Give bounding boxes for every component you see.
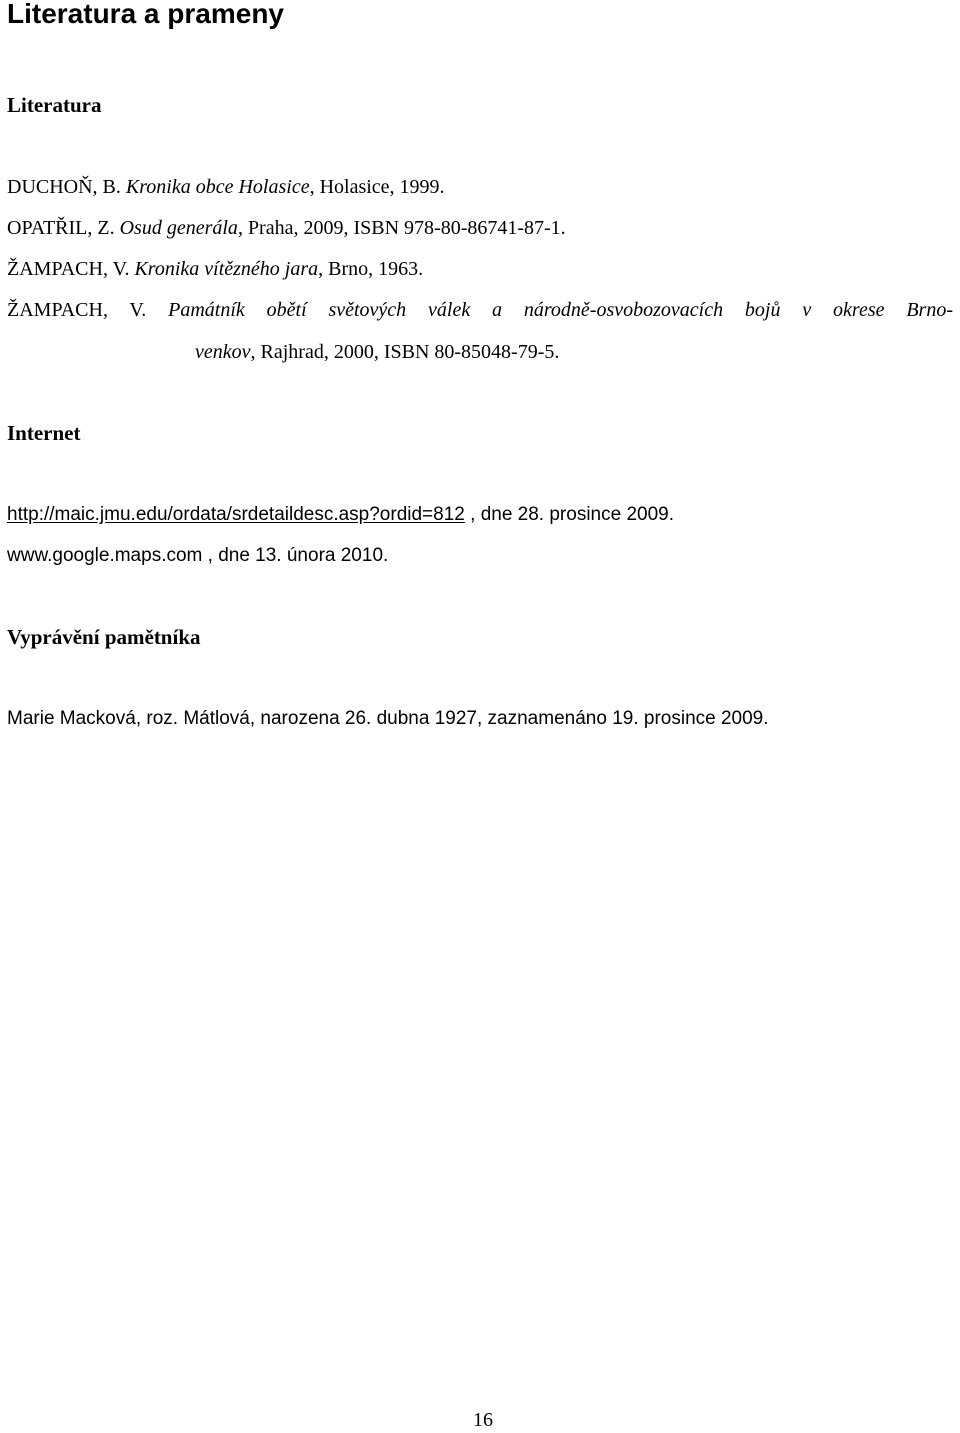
- section-heading-literatura: Literatura: [7, 93, 102, 117]
- reference-details: , Brno, 1963.: [318, 258, 424, 280]
- reference-title: Osud generála: [119, 217, 238, 239]
- section-heading-vypraveni: Vyprávění pamětníka: [7, 625, 201, 649]
- reference-title-continuation: venkov: [195, 341, 251, 363]
- reference-author: ŽAMPACH, V.: [7, 258, 135, 280]
- page-number: 16: [473, 1409, 493, 1431]
- reference-item: [7, 297, 953, 323]
- reference-title: Památník obětí světových válek a národně-osvobozovacích bojů v okrese Brno-: [168, 299, 953, 321]
- source-link[interactable]: http://maic.jmu.edu/ordata/srdetaildesc.asp?ordid=812: [7, 504, 465, 525]
- reference-details: , Praha, 2009, ISBN 978-80-86741-87-1.: [237, 217, 566, 239]
- reference-item: [7, 215, 566, 241]
- reference-title: Kronika obce Holasice: [125, 176, 310, 198]
- reference-details: , Rajhrad, 2000, ISBN 80-85048-79-5.: [250, 341, 560, 363]
- reference-author: ŽAMPACH, V.: [7, 299, 169, 321]
- reference-author: DUCHOŇ, B.: [7, 176, 126, 198]
- page-title: Literatura a prameny: [7, 0, 284, 29]
- reference-item: [7, 256, 423, 282]
- internet-source-item: www.google.maps.com , dne 13. února 2010.: [7, 545, 389, 566]
- internet-source-item: [7, 502, 674, 528]
- reference-item-continuation: [195, 339, 559, 365]
- reference-title: Kronika vítězného jara: [134, 258, 319, 280]
- section-heading-internet: Internet: [7, 421, 81, 445]
- reference-author: OPATŘIL, Z.: [7, 217, 120, 239]
- witness-account-item: Marie Macková, roz. Mátlová, narozena 26. dubna 1927, zaznamenáno 19. prosince 2009.: [7, 708, 769, 729]
- source-access-date: , dne 28. prosince 2009.: [464, 504, 675, 525]
- reference-details: , Holasice, 1999.: [309, 176, 445, 198]
- reference-item: [7, 174, 445, 200]
